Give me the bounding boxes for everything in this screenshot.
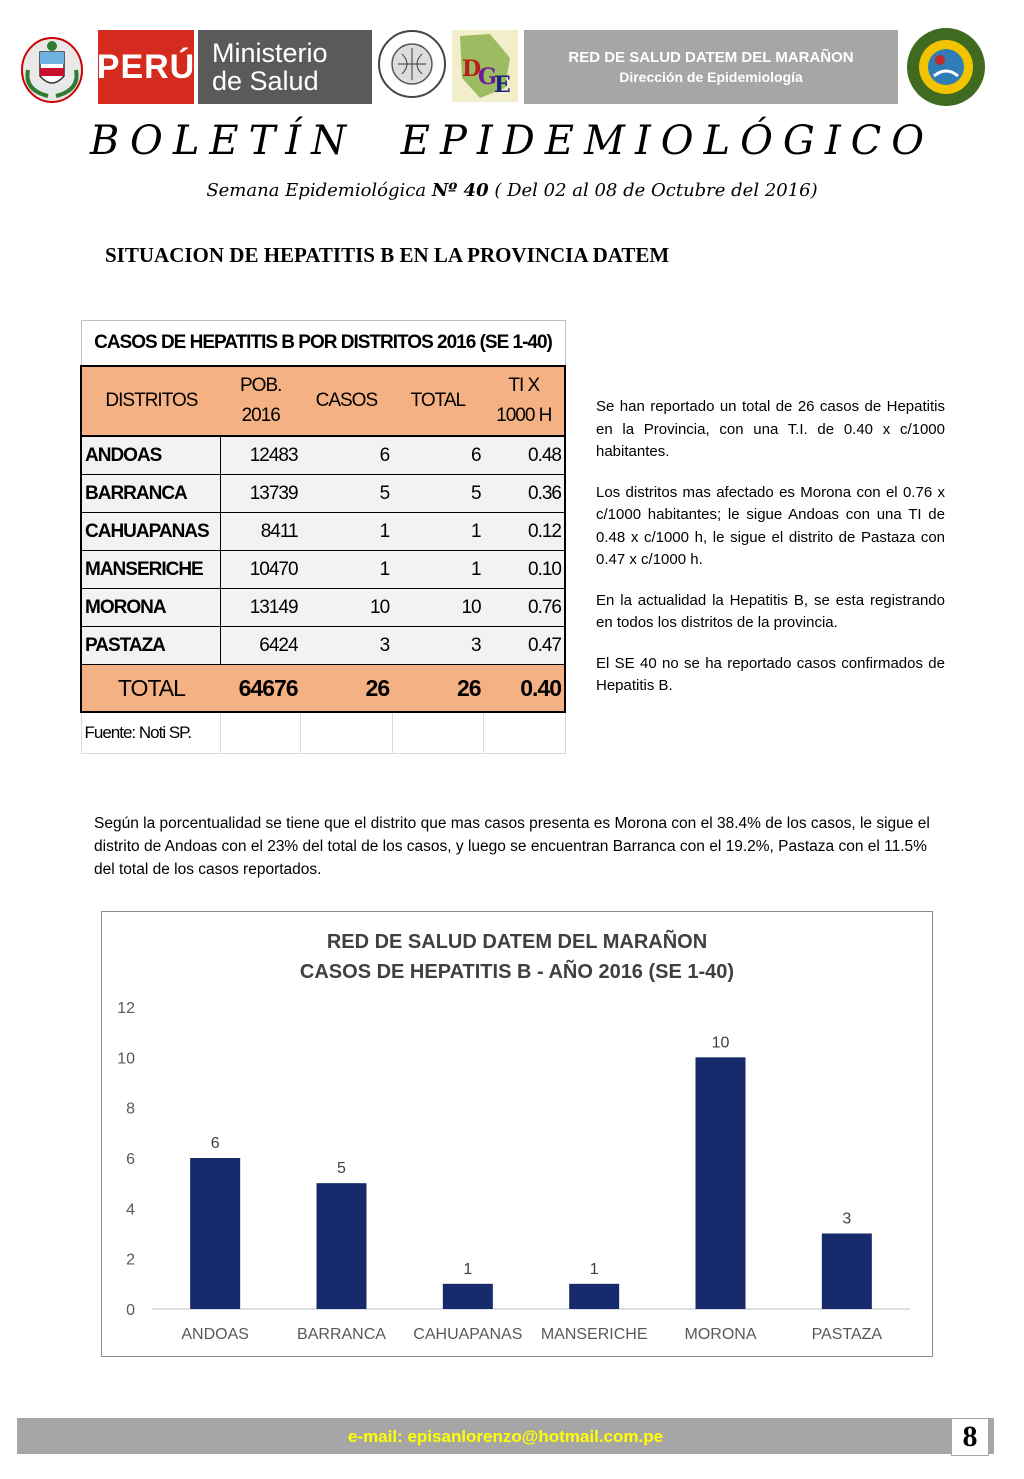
total-total: 26 — [392, 665, 483, 713]
svg-text:E: E — [494, 72, 511, 98]
y-tick-label: 10 — [117, 1050, 135, 1068]
cell-pob: 13739 — [221, 475, 301, 513]
x-category-label: ANDOAS — [181, 1326, 249, 1343]
cell-casos: 3 — [301, 627, 393, 665]
x-category-label: PASTAZA — [811, 1326, 883, 1343]
total-pob: 64676 — [221, 665, 301, 713]
table-row — [81, 513, 565, 551]
subtitle-week: Nº 40 — [431, 180, 489, 201]
table-header-row — [81, 366, 565, 436]
cell-total: 1 — [392, 551, 483, 589]
cell-pob: 10470 — [221, 551, 301, 589]
percent-paragraph: Según la porcentualidad se tiene que el distrito que mas casos presenta es Morona con el 38.4% de los casos, le sigue el distrito de Andoas con el 23% del total de los casos, y luego se encuentran Barranca con el 19.2%, Pastaza con el 11.5% del total de los casos reportados. — [94, 815, 930, 878]
cell-ti: 0.36 — [484, 475, 565, 513]
header-pob — [221, 366, 301, 436]
cell-district: PASTAZA — [81, 627, 221, 665]
table-row — [81, 551, 565, 589]
table-row — [81, 627, 565, 665]
cell-casos: 6 — [301, 436, 393, 475]
side-paragraph: En la actualidad la Hepatitis B, se esta registrando en todos los distritos de la provincia. — [596, 591, 945, 631]
bar-pastaza — [822, 1234, 872, 1310]
x-category-label: BARRANCA — [297, 1326, 386, 1343]
subtitle-suffix: ( Del 02 al 08 de Octubre del 2016) — [488, 180, 818, 201]
bar-value-label: 3 — [842, 1210, 852, 1228]
network-name: RED DE SALUD DATEM DEL MARAÑON — [568, 49, 854, 66]
cell-pob: 8411 — [221, 513, 301, 551]
total-casos: 26 — [301, 665, 393, 713]
cell-ti: 0.47 — [484, 627, 565, 665]
ministerio-line1: Ministerio — [212, 38, 328, 68]
bar-morona — [696, 1057, 746, 1309]
bar-andoas — [190, 1158, 240, 1309]
bulletin-title: BOLETÍN EPIDEMIOLÓGICO — [89, 118, 935, 164]
side-paragraph: Los distritos mas afectado es Morona con el 0.76 x c/1000 habitantes; le sigue Andoas con una TI de 0.48 x c/1000 h, le sigue el distrito de Pastaza con 0.47 x c/1000 h. — [596, 483, 945, 568]
renace-logo — [376, 26, 448, 104]
x-category-label: MORONA — [684, 1326, 757, 1343]
table-row — [81, 475, 565, 513]
cell-casos: 5 — [301, 475, 393, 513]
cell-casos: 1 — [301, 513, 393, 551]
empty-cell — [392, 712, 483, 754]
ministerio-line2: de Salud — [212, 66, 319, 96]
side-paragraph: El SE 40 no se ha reportado casos confirmados de Hepatitis B. — [596, 654, 945, 694]
directorate-name: Dirección de Epidemiología — [619, 69, 803, 85]
bar-value-label: 1 — [463, 1260, 473, 1278]
dge-logo — [450, 28, 520, 104]
section-title: SITUACION DE HEPATITIS B EN LA PROVINCIA DATEM — [105, 243, 670, 267]
cell-district: CAHUAPANAS — [81, 513, 221, 551]
header-ti-line1: TI X — [508, 375, 540, 396]
table-title: CASOS DE HEPATITIS B POR DISTRITOS 2016 (SE 1-40) — [81, 321, 565, 367]
header-ti — [484, 366, 565, 436]
cell-casos: 1 — [301, 551, 393, 589]
table-row — [81, 589, 565, 627]
header-casos: CASOS — [301, 366, 393, 436]
y-tick-label: 12 — [117, 1000, 135, 1017]
y-tick-label: 2 — [126, 1251, 135, 1269]
x-category-label: CAHUAPANAS — [413, 1326, 523, 1343]
ministerio-brand-box — [198, 30, 372, 104]
cell-total: 3 — [392, 627, 483, 665]
header-network-bar — [524, 30, 898, 104]
bar-barranca — [317, 1183, 367, 1309]
chart-svg — [102, 912, 932, 1356]
total-label: TOTAL — [81, 665, 221, 713]
cell-total: 1 — [392, 513, 483, 551]
cell-district: ANDOAS — [81, 436, 221, 475]
y-tick-label: 6 — [126, 1151, 135, 1168]
cell-pob: 12483 — [221, 436, 301, 475]
bar-value-label: 5 — [337, 1160, 346, 1178]
subtitle-prefix: Semana Epidemiológica — [206, 180, 432, 201]
cell-ti: 0.10 — [484, 551, 565, 589]
total-ti: 0.40 — [484, 665, 565, 713]
empty-cell — [484, 712, 565, 754]
bar-manseriche — [569, 1284, 619, 1309]
table-row — [81, 436, 565, 475]
page-number: 8 — [951, 1418, 989, 1456]
table-source-row — [81, 712, 565, 754]
bar-value-label: 6 — [210, 1135, 220, 1152]
bar-cahuapanas — [443, 1284, 493, 1309]
table-source: Fuente: Noti SP. — [81, 712, 221, 754]
y-tick-label: 8 — [126, 1100, 135, 1118]
side-paragraph: Se han reportado un total de 26 casos de Hepatitis en la Provincia, con una T.I. de 0.40 x c/1000 habitantes. — [596, 398, 945, 460]
peru-label: PERÚ — [96, 47, 196, 86]
empty-cell — [221, 712, 301, 754]
side-commentary — [596, 396, 945, 716]
cell-total: 6 — [392, 436, 483, 475]
cell-casos: 10 — [301, 589, 393, 627]
header-ti-line2: 1000 H — [496, 405, 552, 426]
footer-email: e-mail: episanlorenzo@hotmail.com.pe — [347, 1427, 664, 1446]
cell-pob: 13149 — [221, 589, 301, 627]
y-tick-label: 0 — [126, 1302, 135, 1319]
bulletin-subtitle — [0, 180, 1024, 201]
chart-bars-group — [181, 1034, 882, 1343]
cell-ti: 0.48 — [484, 436, 565, 475]
bar-value-label: 10 — [711, 1034, 730, 1052]
chart-title-line2: CASOS DE HEPATITIS B - AÑO 2016 (SE 1-40) — [299, 961, 735, 983]
hepatitis-table-wrapper — [80, 320, 566, 754]
chart-title-line1: RED DE SALUD DATEM DEL MARAÑON — [326, 931, 708, 953]
cell-total: 10 — [392, 589, 483, 627]
bar-value-label: 1 — [589, 1260, 599, 1278]
hepatitis-cases-table — [80, 320, 566, 754]
header-distritos: DISTRITOS — [81, 366, 221, 436]
cell-district: MORONA — [81, 589, 221, 627]
header-pob-line2: 2016 — [241, 405, 280, 426]
peru-brand-box — [98, 30, 194, 104]
hepatitis-bar-chart — [101, 911, 933, 1357]
header-total: TOTAL — [392, 366, 483, 436]
cell-district: BARRANCA — [81, 475, 221, 513]
red-de-salud-datem-logo — [904, 26, 988, 108]
header-pob-line1: POB. — [240, 375, 282, 396]
cell-total: 5 — [392, 475, 483, 513]
peru-coat-of-arms-logo — [18, 30, 86, 104]
x-category-label: MANSERICHE — [540, 1326, 648, 1343]
y-tick-label: 4 — [126, 1201, 135, 1219]
empty-cell — [301, 712, 393, 754]
cell-ti: 0.12 — [484, 513, 565, 551]
table-total-row — [81, 665, 565, 713]
cell-pob: 6424 — [221, 627, 301, 665]
svg-text:D: D — [462, 56, 482, 82]
cell-ti: 0.76 — [484, 589, 565, 627]
cell-district: MANSERICHE — [81, 551, 221, 589]
svg-text:G: G — [478, 64, 497, 90]
